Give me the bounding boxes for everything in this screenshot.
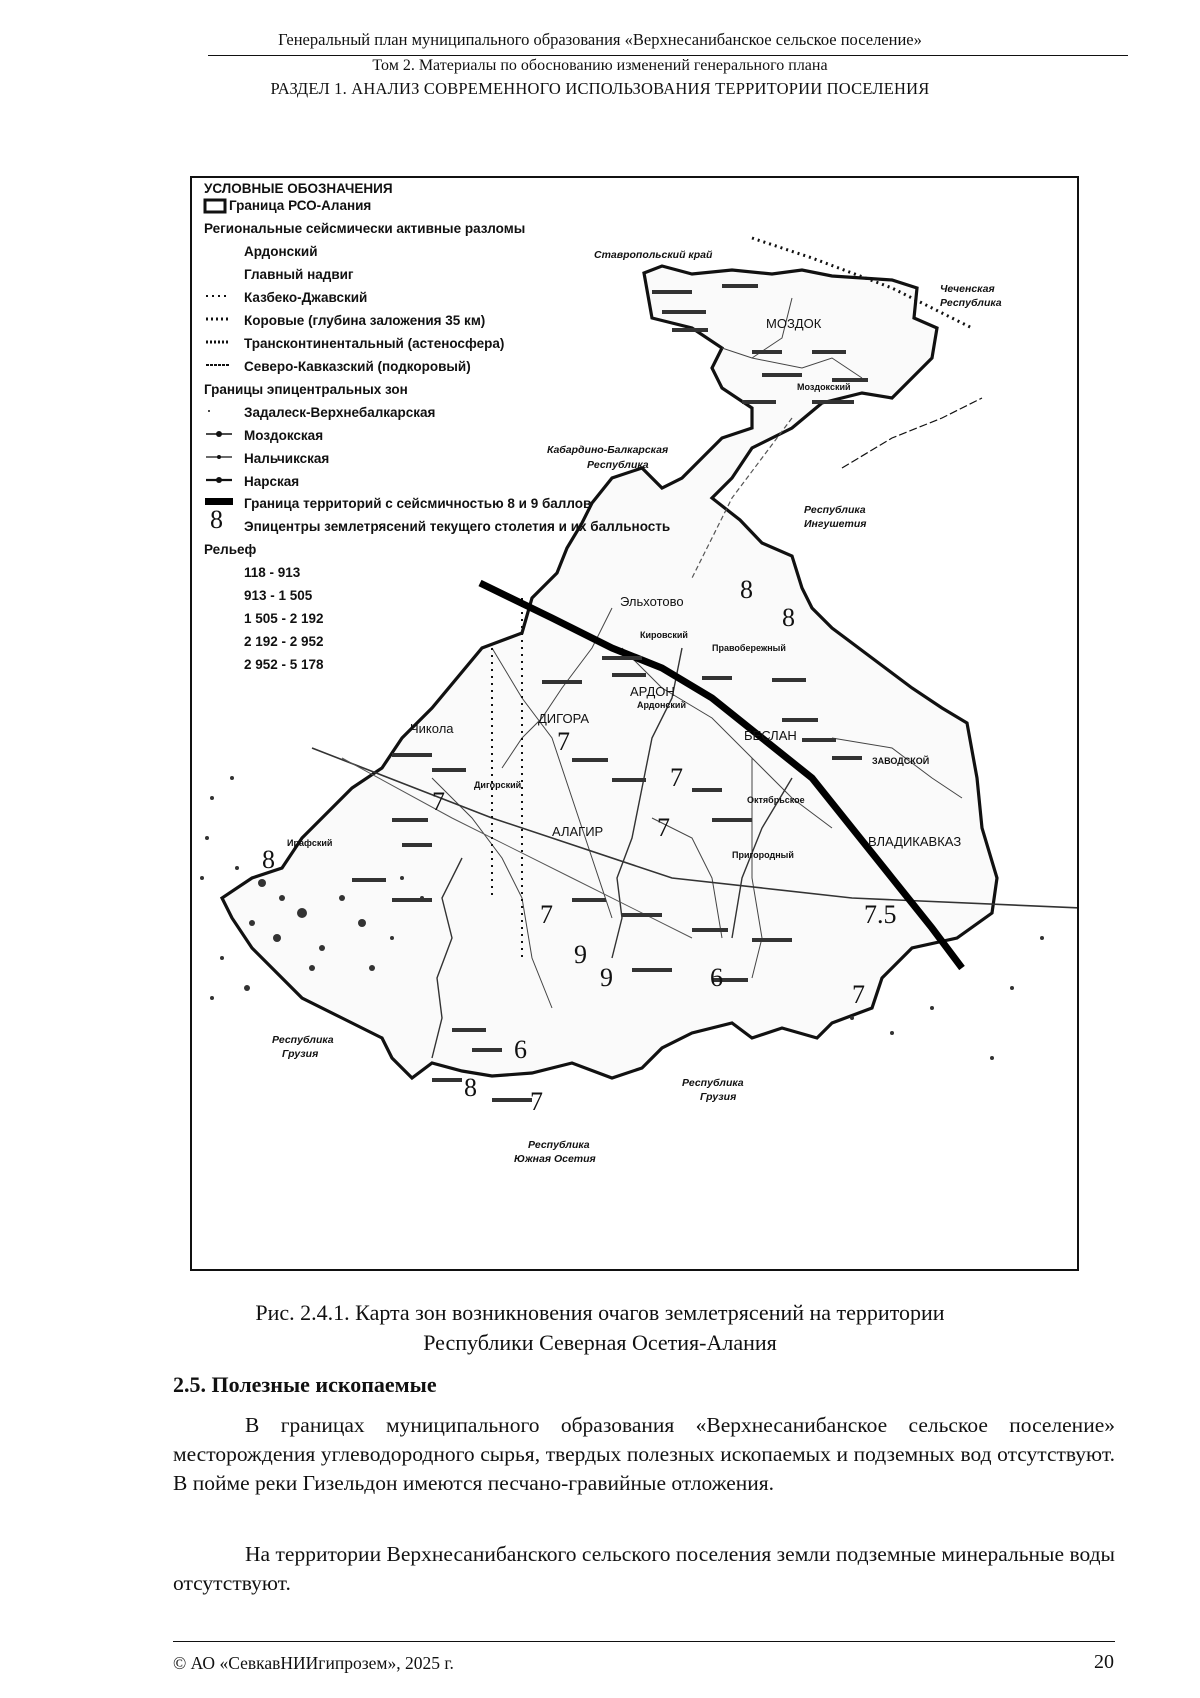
magnitude-label: 7.5 [864, 900, 897, 929]
city-digora: ДИГОРА [538, 711, 590, 726]
region-georgia-west-2: Грузия [282, 1048, 319, 1060]
magnitude-label: 7 [557, 727, 570, 756]
label-pravoberezhny: Правобережный [712, 643, 786, 653]
document-header-title: Генеральный план муниципального образования «Верхнесанибанское сельское поселение» [278, 30, 922, 49]
seismic-zone-map [190, 176, 1079, 1271]
paragraph: В границах муниципального образования «Верхнесанибанское сельское поселение» месторождения углеводородного сырья, твердых полезных ископаемых и подземных вод отсутствуют. В пойме реки Гизельдон имеются песчано-гравийные отложения. [173, 1413, 1115, 1495]
region-georgia-east-1: Республика [682, 1077, 744, 1089]
legend-relief-5: 2 952 - 5 178 [244, 657, 324, 672]
magnitude-label: 9 [600, 963, 613, 992]
legend-title: УСЛОВНЫЕ ОБОЗНАЧЕНИЯ [204, 181, 393, 196]
figure-caption-line2: Республики Северная Осетия-Алания [423, 1330, 777, 1355]
magnitude-label: 8 [464, 1073, 477, 1102]
magnitude-label: 7 [670, 763, 683, 792]
legend-border: Граница РСО-Алания [229, 198, 372, 213]
region-georgia-east-2: Грузия [700, 1091, 737, 1103]
city-ardon: АРДОН [630, 684, 675, 699]
region-georgia-west-1: Республика [272, 1034, 334, 1046]
legend-zone-nar: Нарская [244, 474, 300, 489]
section-heading: 2.5. Полезные ископаемые [173, 1372, 437, 1397]
city-vladikavkaz: ВЛАДИКАВКАЗ [868, 834, 962, 849]
magnitude-label: 6 [710, 963, 723, 992]
legend-fault-transcontinental: Трансконтинентальный (астеносфера) [244, 336, 505, 351]
legend-epicenter-symbol: 8 [210, 505, 223, 534]
footer-copyright: © АО «СевкавНИИгипрозем», 2025 г. [173, 1653, 454, 1673]
region-chechnya-1: Чеченская [940, 283, 995, 295]
region-ingushetia-1: Республика [804, 504, 866, 516]
label-mozdoksky: Моздокский [797, 382, 851, 392]
magnitude-label: 7 [657, 813, 670, 842]
legend-fault-north-caucasus: Северо-Кавказский (подкоровый) [244, 359, 471, 374]
label-irafsky: Ирафский [287, 838, 333, 848]
paragraph: На территории Верхнесанибанского сельского поселения земли подземные минеральные воды отсутствуют. [173, 1542, 1115, 1595]
label-digorsky: Дигорский [474, 780, 522, 790]
legend-zones-title: Границы эпицентральных зон [204, 382, 408, 397]
city-chikola: Чикола [410, 721, 454, 736]
city-alagir: АЛАГИР [552, 824, 604, 839]
page-number: 20 [1094, 1651, 1114, 1673]
legend-seismic-border: Граница территорий с сейсмичностью 8 и 9 баллов [244, 496, 592, 511]
legend-relief-title: Рельеф [204, 542, 257, 557]
region-south-ossetia-1: Республика [528, 1139, 590, 1151]
legend-fault-crustal: Коровые (глубина заложения 35 км) [244, 313, 486, 328]
document-header-section: РАЗДЕЛ 1. АНАЛИЗ СОВРЕМЕННОГО ИСПОЛЬЗОВАНИЯ ТЕРРИТОРИИ ПОСЕЛЕНИЯ [270, 79, 930, 98]
header-divider [208, 55, 1128, 56]
magnitude-label: 7 [530, 1087, 543, 1116]
label-kirovsky: Кировский [640, 630, 688, 640]
region-ingushetia-2: Ингушетия [804, 518, 867, 530]
magnitude-label: 9 [574, 940, 587, 969]
city-zavodskoy: ЗАВОДСКОЙ [872, 756, 930, 766]
legend-relief-3: 1 505 - 2 192 [244, 611, 324, 626]
region-kbr-2: Республика [587, 459, 649, 471]
magnitude-label: 7 [432, 787, 445, 816]
legend-relief-4: 2 192 - 2 952 [244, 634, 324, 649]
magnitude-label: 8 [782, 603, 795, 632]
document-header-volume: Том 2. Материалы по обоснованию изменений генерального плана [372, 57, 828, 74]
figure-caption-line1: Рис. 2.4.1. Карта зон возникновения очагов землетрясений на территории [255, 1300, 945, 1325]
region-stavropol: Ставропольский край [594, 249, 713, 261]
magnitude-label: 6 [514, 1035, 527, 1064]
city-elkhotovo: Эльхотово [620, 594, 684, 609]
mozdok-zone [842, 398, 982, 468]
region-kbr-1: Кабардино-Балкарская [547, 444, 669, 456]
city-oktyabrskoe: Октябрьское [747, 795, 805, 805]
legend-fault-main-thrust: Главный надвиг [244, 267, 354, 282]
region-south-ossetia-2: Южная Осетия [514, 1153, 596, 1165]
legend-relief-1: 118 - 913 [244, 565, 301, 580]
label-ardonsky: Ардонский [637, 700, 686, 710]
legend-zone-zadalesk: Задалеск-Верхнебалкарская [244, 405, 436, 420]
legend-epicenters: Эпицентры землетрясений текущего столетия и их балльность [244, 519, 671, 534]
magnitude-label: 8 [262, 845, 275, 874]
magnitude-label: 8 [740, 575, 753, 604]
legend-zone-mozdok: Моздокская [244, 428, 324, 443]
legend-fault-kazbek: Казбеко-Джавский [244, 290, 368, 305]
label-prigorodny: Пригородный [732, 850, 794, 860]
legend-fault-ardon: Ардонский [244, 244, 318, 259]
footer-divider [173, 1641, 1115, 1642]
region-chechnya-2: Республика [940, 297, 1002, 309]
legend-faults-title: Региональные сейсмически активные разломы [204, 221, 526, 236]
legend-relief-2: 913 - 1 505 [244, 588, 313, 603]
city-beslan: БЕСЛАН [744, 728, 797, 743]
magnitude-label: 7 [540, 900, 553, 929]
magnitude-label: 7 [852, 980, 865, 1009]
city-mozdok: МОЗДОК [766, 316, 822, 331]
legend-zone-nalchik: Нальчикская [244, 451, 330, 466]
